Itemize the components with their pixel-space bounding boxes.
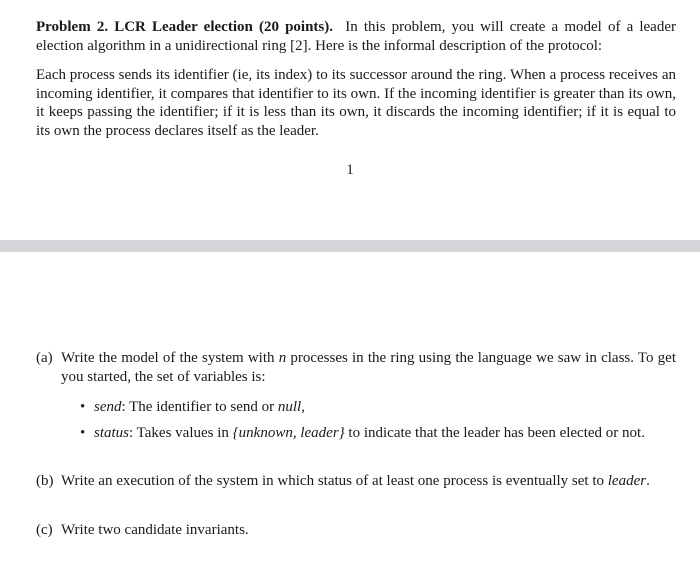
variable-name-status: status	[94, 425, 130, 441]
part-c-label: (c)	[36, 522, 53, 538]
page-number: 1	[346, 162, 354, 178]
part-b-text: Write an execution of the system in which status of at least one process is eventually set to leader.	[61, 473, 650, 489]
leader-value: leader	[607, 473, 647, 489]
status-values: {unknown, leader}	[232, 425, 345, 441]
page-2	[0, 252, 700, 563]
problem-heading: Problem 2. LCR Leader election (20 points).	[36, 19, 334, 35]
problem-intro-text: In this problem, you will create a model of a leader election algorithm in a unidirectional ring [2]. Here is the informal description of the protocol:	[36, 19, 676, 54]
list-item-status: • status: Takes values in {unknown, leader} to indicate that the leader has been elected or not.	[80, 425, 645, 441]
variable-list	[80, 398, 676, 417]
variable-list-2	[80, 424, 676, 443]
part-a	[36, 349, 676, 386]
part-c-text: Write two candidate invariants.	[61, 522, 249, 538]
variable-name-send: send	[94, 399, 122, 415]
page-separator	[0, 240, 700, 252]
part-b	[36, 472, 676, 491]
part-b-label: (b)	[36, 473, 54, 489]
part-a-text: Write the model of the system with n processes in the ring using the language we saw in class. To get you started, the set of variables is:	[61, 350, 676, 385]
bullet-icon: •	[80, 399, 86, 415]
page-1	[0, 0, 700, 240]
var-n: n	[278, 350, 287, 366]
list-item-send: • send: The identifier to send or null,	[80, 399, 305, 415]
bullet-icon: •	[80, 425, 86, 441]
part-c	[36, 521, 676, 540]
part-a-label: (a)	[36, 350, 53, 366]
null-value: null	[277, 399, 302, 415]
problem-intro	[36, 18, 676, 55]
protocol-description: Each process sends its identifier (ie, its index) to its successor around the ring. When a process receives an incoming identifier, it compares that identifier to its own. If the incoming identifier is greater than its own, it keeps passing the identifier; if it is less than its own, it discards the incoming identifier; if it is equal to its own the process declares itself as the leader.	[36, 67, 676, 139]
